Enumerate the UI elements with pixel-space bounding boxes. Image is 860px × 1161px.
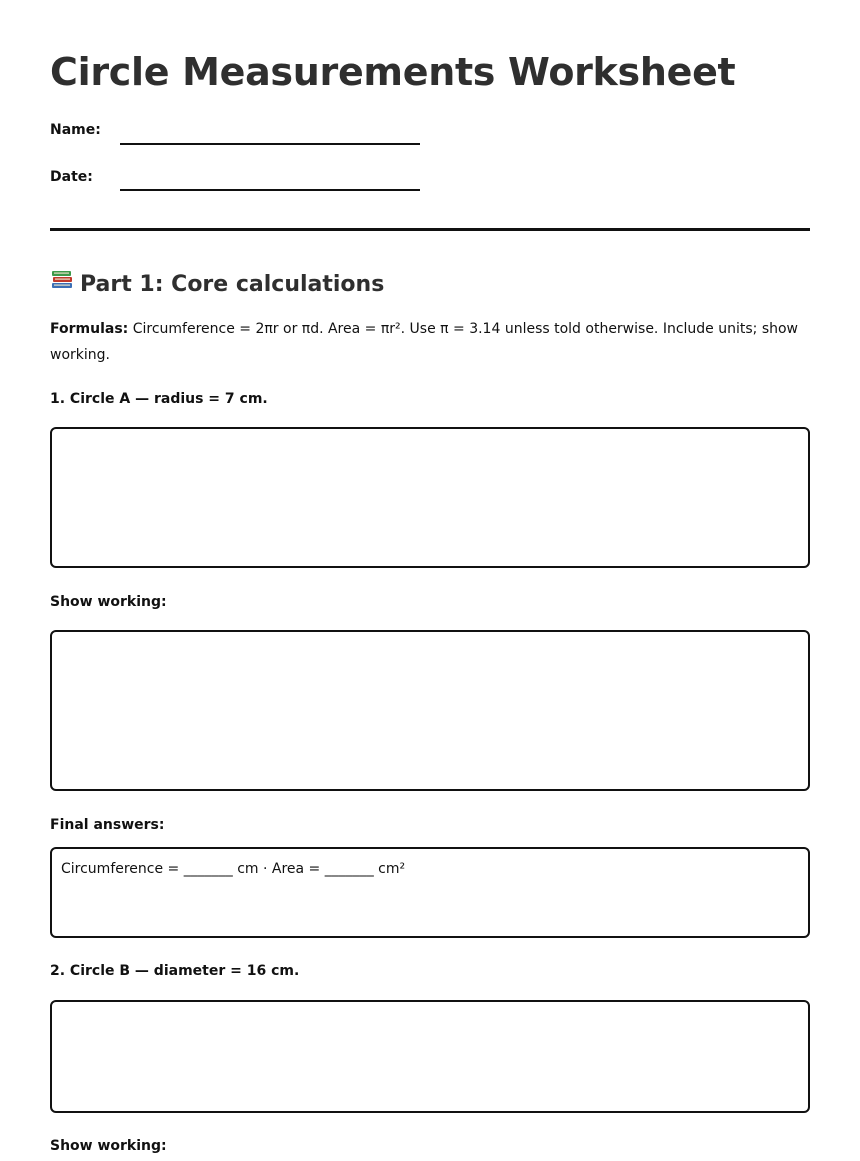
section-heading-text: Part 1: Core calculations	[80, 272, 385, 297]
question-2-prompt: 2. Circle B — diameter = 16 cm.	[50, 963, 300, 979]
books-icon	[50, 267, 74, 297]
question-1-final-label: Final answers:	[50, 817, 165, 833]
question-1-answer-box[interactable]	[50, 427, 810, 568]
formulas-label: Formulas:	[50, 321, 129, 337]
question-1-working-label: Show working:	[50, 594, 167, 610]
date-field[interactable]	[120, 189, 420, 191]
question-2-working-label: Show working:	[50, 1138, 167, 1154]
question-1-working-box[interactable]	[50, 630, 810, 791]
date-label: Date:	[50, 169, 93, 185]
formulas-instructions	[50, 316, 810, 368]
formulas-text: Circumference = 2πr or πd. Area = πr². Use π = 3.14 unless told otherwise. Include units; show working.	[50, 321, 799, 363]
name-label: Name:	[50, 122, 101, 138]
question-1-final-answers-box[interactable]	[50, 847, 810, 938]
header-divider	[50, 228, 810, 231]
question-1-prompt: 1. Circle A — radius = 7 cm.	[50, 391, 268, 407]
question-2-answer-box[interactable]	[50, 1000, 810, 1113]
name-field[interactable]	[120, 143, 420, 145]
final-answers-template: Circumference = _______ cm · Area = _______ cm²	[61, 861, 406, 877]
page-title: Circle Measurements Worksheet	[50, 50, 736, 94]
section-heading-part1	[50, 267, 384, 297]
